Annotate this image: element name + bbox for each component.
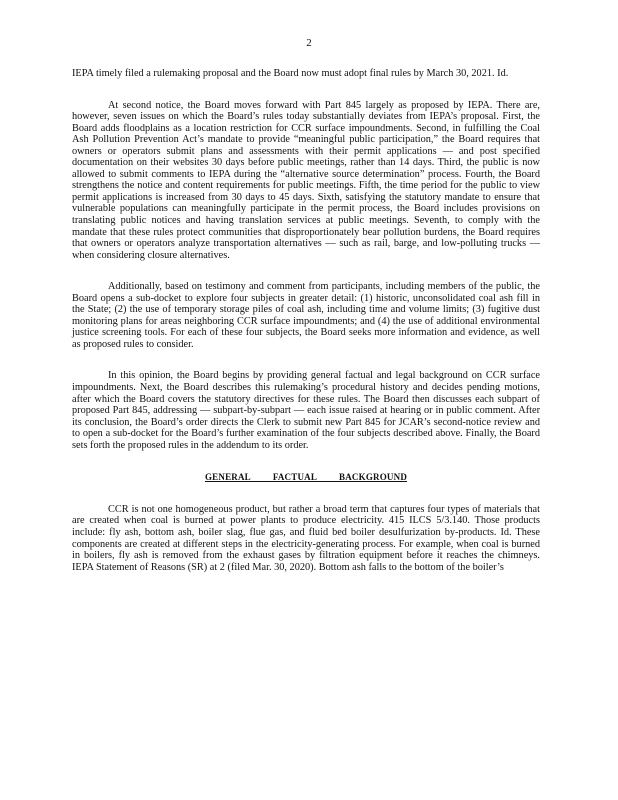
page-number: 2 [306, 37, 312, 49]
document-body [72, 68, 540, 573]
paragraph-opinion-overview: In this opinion, the Board begins by providing general factual and legal background on CCR surface impoundments. Next, the Board describes this rulemaking’s procedural history and decides pending motions, after which the Board covers the statutory directives for these rules. The Board then discusses each subpart of proposed Part 845, addressing — subpart-by-subpart — each issue raised at hearing or in public comment. After its conclusion, the Board’s order directs the Clerk to submit new Part 845 for JCAR’s second-notice review and to open a sub-docket for the Board’s further examination of the four subjects described above. Finally, the Board sets forth the proposed rules in the addendum to its order. [72, 370, 540, 451]
section-heading: GENERAL FACTUAL BACKGROUND [204, 472, 408, 483]
paragraph-sub-docket: Additionally, based on testimony and comment from participants, including members of the public, the Board opens a sub-docket to explore four subjects in greater detail: (1) historic, unconsolidated coal ash fill in the State; (2) the use of temporary storage piles of coal ash, including time and volume limits; (3) fugitive dust monitoring plans for areas neighboring CCR surface impoundments; and (4) the use of additional environmental justice screening tools. For each of these four subjects, the Board seeks more information and evidence, as well as proposed rules to consider. [72, 281, 540, 350]
paragraph-intro: IEPA timely filed a rulemaking proposal and the Board now must adopt final rules by March 30, 2021. Id. [72, 68, 509, 79]
paragraph-ccr-background: CCR is not one homogeneous product, but rather a broad term that captures four types of materials that are created when coal is burned at power plants to produce electricity. 415 ILCS 5/3.140. Those products include: fly ash, bottom ash, boiler slag, flue gas, and fluid bed boiler desulfurization by-products. Id. These components are created at different steps in the electricity-generating process. For example, when coal is burned in boilers, fly ash is removed from the exhaust gases by filtration equipment before it reaches the chimneys. IEPA Statement of Reasons (SR) at 2 (filed Mar. 30, 2020). Bottom ash falls to the bottom of the boiler’s [72, 503, 540, 573]
paragraph-second-notice: At second notice, the Board moves forward with Part 845 largely as proposed by IEPA. There are, however, seven issues on which the Board’s rules today substantially deviates from IEPA’s proposal. First, the Board adds floodplains as a location restriction for CCR surface impoundments. Second, in fulfilling the Coal Ash Pollution Prevention Act’s mandate to provide “meaningful public participation,” the Board requires that owners or operators submit plans and assessments with their permit applications — and post specified documentation on their websites 30 days before public meetings, rather than 14 days. Third, the public is now allowed to submit comments to IEPA during the “alternative source determination” process. Fourth, the Board strengthens the notice and content requirements for public meetings. Fifth, the time period for the public to view permit applications is increased from 30 days to 45 days. Sixth, satisfying the statutory mandate to ensure that vulnerable populations can meaningfully participate in the permit process, the Board includes provisions on translating public notices and having translation services at public meetings. Seventh, to comply with the mandate that these rules protect communities that disproportionately bear pollution burdens, the Board requires that owners or operators analyze transportation alternatives — such as rail, barge, and low-polluting trucks — when considering closure alternatives. [72, 99, 540, 261]
